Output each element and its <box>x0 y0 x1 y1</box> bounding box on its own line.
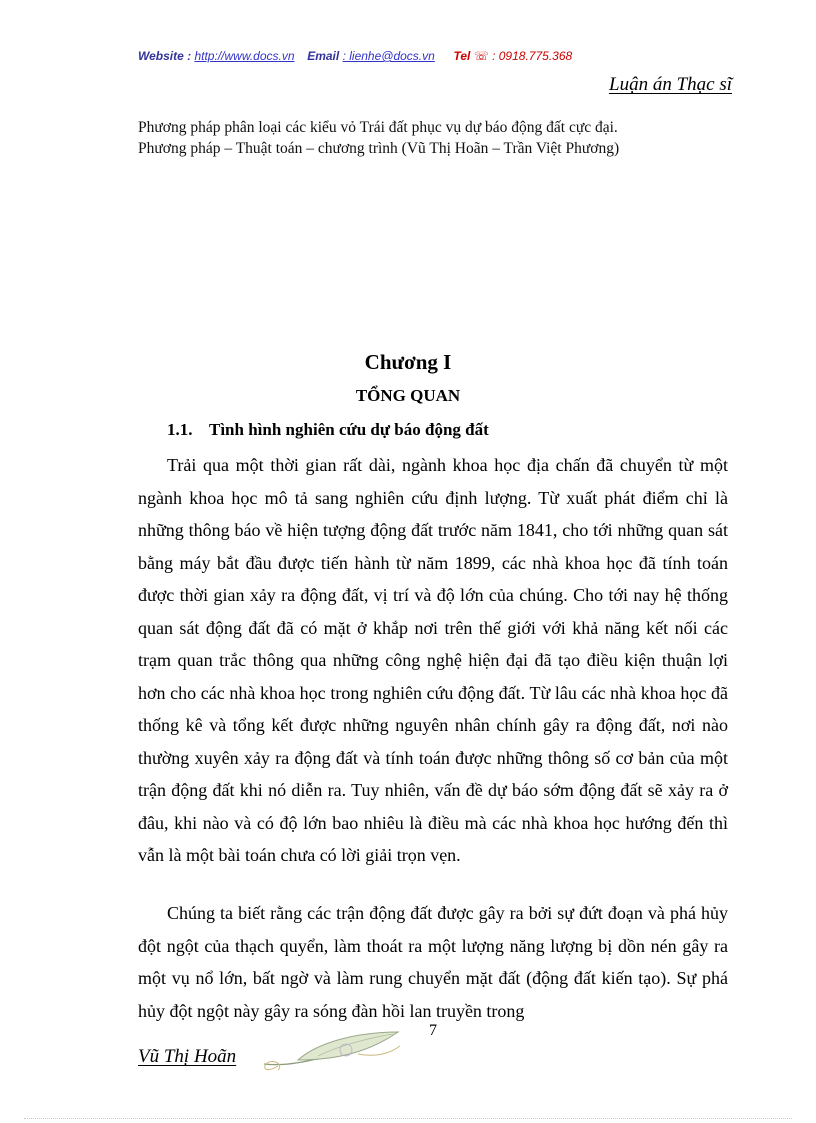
body-paragraph-1: Trải qua một thời gian rất dài, ngành khoa học địa chấn đã chuyển từ một ngành khoa học mô tả sang nghiên cứu định lượng. Từ xuất phát điểm chỉ là những thông báo về hiện tượng động đất trước năm 1841, cho tới những quan sát bằng máy bắt đầu được tiến hành từ năm 1899, các nhà khoa học đã tính toán được thời gian xảy ra động đất, vị trí và độ lớn của chúng. Cho tới nay hệ thống quan sát động đất đã có mặt ở khắp nơi trên thế giới với khả năng kết nối các trạm quan trắc thông qua những công nghệ hiện đại đã tạo điều kiện thuận lợi hơn cho các nhà khoa học trong nghiên cứu động đất. Từ lâu các nhà khoa học đã thống kê và tổng kết được những nguyên nhân chính gây ra động đất, nơi nào thường xuyên xảy ra động đất và tính toán được những thông số cơ bản của một trận động đất khi nó diễn ra. Tuy nhiên, vấn đề dự báo sớm động đất sẽ xảy ra ở đâu, khi nào và có độ lớn bao nhiêu là điều mà các nhà khoa học hướng đến thì vẫn là một bài toán chưa có lời giải trọn vẹn. <box>138 455 728 865</box>
chapter-subtitle: TỔNG QUAN <box>355 386 461 405</box>
author-name: Vũ Thị Hoãn <box>138 1046 237 1067</box>
reference-line-1: Phương pháp phân loại các kiểu vỏ Trái đất phục vụ dự báo động đất cực đại. <box>138 119 618 136</box>
reference-citation <box>138 117 758 159</box>
body-paragraph-2: Chúng ta biết rằng các trận động đất được gây ra bởi sự đứt đoạn và phá hủy đột ngột của thạch quyển, làm thoát ra một lượng năng lượng bị dồn nén gây ra một vụ nổ lớn, bất ngờ và làm rung chuyển mặt đất (động đất kiến tạo). Sự phá hủy đột ngột này gây ra sóng đàn hồi lan truyền trong <box>138 903 728 1021</box>
website-link[interactable]: http://www.docs.vn <box>194 49 295 63</box>
website-header <box>138 49 698 63</box>
thesis-label: Luận án Thạc sĩ <box>609 74 732 95</box>
chapter-title: Chương I <box>364 350 452 374</box>
section-number: 1.1. <box>167 420 193 439</box>
telephone-icon: ☏ <box>473 49 489 63</box>
tel-label: Tel <box>453 49 471 63</box>
email-link[interactable]: : lienhe@docs.vn <box>342 49 435 63</box>
section-heading <box>167 420 489 440</box>
page-number: 7 <box>429 1022 437 1039</box>
section-title: Tình hình nghiên cứu dự báo động đất <box>209 420 489 439</box>
phone-number: : 0918.775.368 <box>492 49 573 63</box>
feather-quill-ornament-icon <box>258 1024 408 1076</box>
email-label: Email <box>307 49 340 63</box>
reference-line-2: Phương pháp – Thuật toán – chương trình (Vũ Thị Hoãn – Trần Việt Phương) <box>138 140 620 157</box>
website-label: Website : <box>138 49 192 63</box>
bottom-divider <box>24 1118 792 1119</box>
